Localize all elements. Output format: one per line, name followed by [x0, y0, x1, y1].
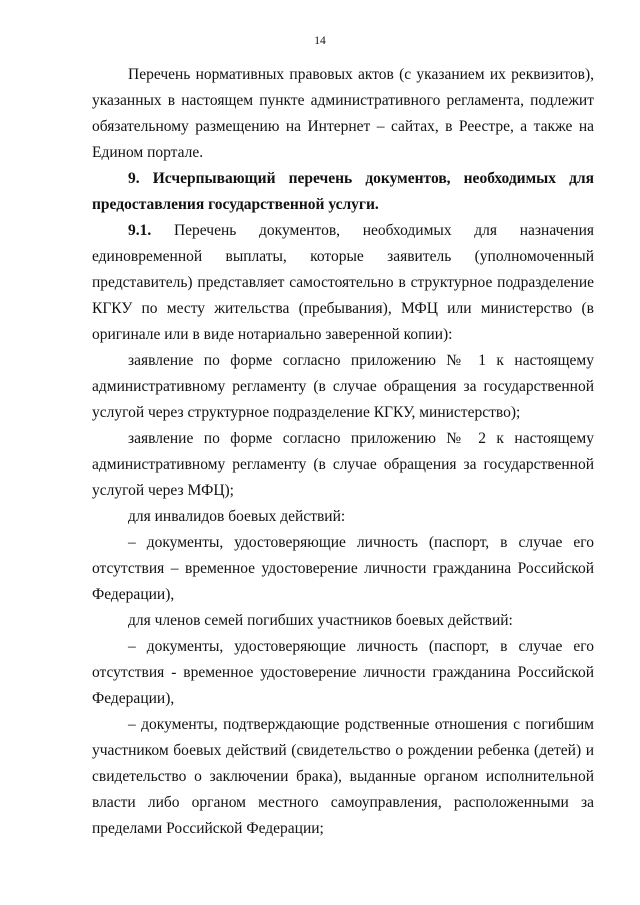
section-heading-9: 9. Исчерпывающий перечень документов, необходимых для предоставления государственной услуги. [92, 170, 594, 213]
paragraph-legal-acts-list: Перечень нормативных правовых актов (с указанием их реквизитов), указанных в настоящем пункте административного регламента, подлежит обязательному размещению на Интернет – сайтах, в Реестре, а также на Едином портале. [92, 66, 594, 161]
list-item-identity-documents-1: – документы, удостоверяющие личность (паспорт, в случае его отсутствия – временное удостоверение личности гражданина Российской Федерации), [92, 534, 594, 603]
paragraph-application-form-2: заявление по форме согласно приложению № 2 к настоящему административному регламенту (в случае обращения за государственной услугой через МФЦ); [92, 430, 594, 499]
paragraph-family-members-heading: для членов семей погибших участников боевых действий: [128, 612, 513, 629]
paragraph-9-1: 9.1. Перечень документов, необходимых для назначения единовременной выплаты, которые заявитель (уполномоченный представитель) представляет самостоятельно в структурное подразделение КГКУ по месту жительства (пребывания), МФЦ или министерство (в оригинале или в виде нотариально заверенной копии): [92, 222, 594, 343]
list-item-kinship-documents: – документы, подтверждающие родственные отношения с погибшим участником боевых действий (свидетельство о рождении ребенка (детей) и свидетельство о заключении брака), выданные органом исполнительной власти либо органом местного самоуправления, расположенными за пределами Российской Федерации; [92, 716, 594, 837]
document-body [92, 62, 594, 842]
list-item-identity-documents-2: – документы, удостоверяющие личность (паспорт, в случае его отсутствия - временное удостоверение личности гражданина Российской Федерации), [92, 638, 594, 707]
paragraph-application-form-1: заявление по форме согласно приложению № 1 к настоящему административному регламенту (в случае обращения за государственной услугой через структурное подразделение КГКУ, министерство); [92, 352, 594, 421]
paragraph-9-1-number: 9.1. [128, 222, 152, 239]
paragraph-disabled-veterans-heading: для инвалидов боевых действий: [128, 508, 346, 525]
page-number: 14 [314, 35, 326, 47]
